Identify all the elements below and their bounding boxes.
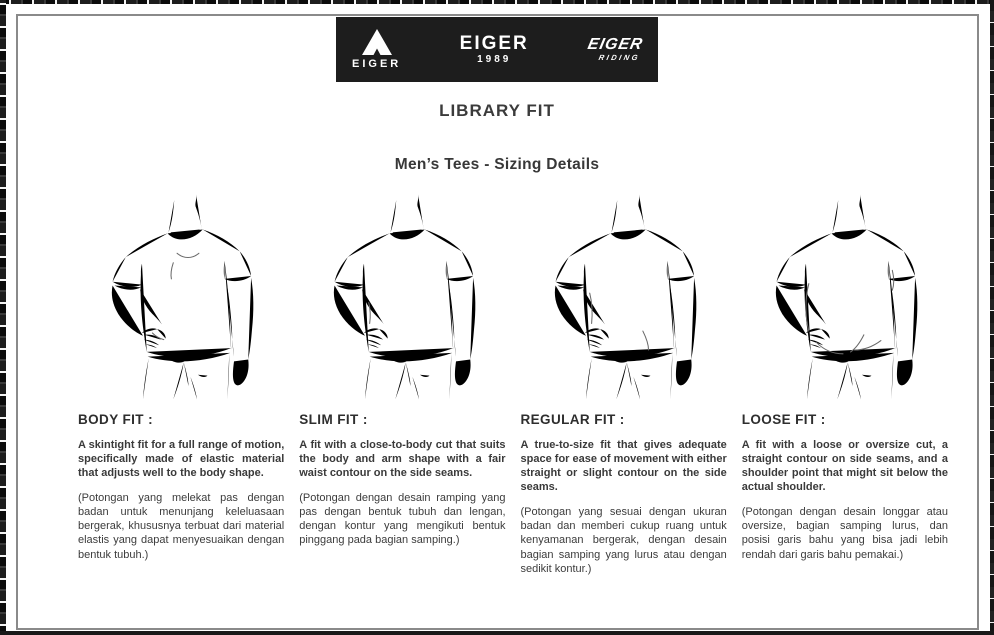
eiger-riding-logo	[585, 37, 645, 62]
fit-title: LOOSE FIT :	[741, 412, 826, 427]
fit-column-body	[78, 186, 284, 576]
eiger-1989-year: 1989	[477, 54, 512, 65]
fit-description-id: (Potongan dengan desain longgar atau oversize, bagian samping lurus, dan posisi garis bahu yang bisa jadi lebih rendah dari garis bahu pemakai.)	[741, 506, 948, 561]
fit-title: BODY FIT :	[78, 412, 154, 427]
fit-column-loose	[742, 186, 948, 576]
page-edge-right	[990, 0, 994, 635]
loose-fit-figure-illustration	[750, 186, 940, 404]
fit-description-id: (Potongan yang sesuai dengan ukuran badan dan memberi cukup ruang untuk kenyamanan bergerak, dengan desain bagian samping yang lurus atau dengan sedikit kontur.)	[520, 506, 727, 575]
eiger-1989-logo	[460, 34, 529, 65]
page-edge-top	[0, 0, 994, 4]
brand-logo-bar	[336, 17, 658, 82]
fit-description-en: A true-to-size fit that gives adequate space for ease of movement with either straight or slight contour on the side seams.	[520, 439, 727, 494]
fit-description-en: A skintight fit for a full range of motion, specifically made of elastic material that adjusts well to the body shape.	[78, 439, 285, 480]
page-edge-left	[0, 0, 6, 635]
page-subtitle: Men’s Tees - Sizing Details	[394, 156, 600, 173]
page-edge-bottom	[0, 631, 994, 635]
fit-description-id: (Potongan dengan desain ramping yang pas dengan bentuk tubuh dan lengan, dengan kontur yang mengikuti bentuk pinggang pada bagian samping.)	[299, 492, 506, 547]
fit-columns	[78, 186, 948, 576]
eiger-wordmark: EIGER	[352, 58, 402, 70]
fit-title: REGULAR FIT :	[520, 412, 625, 427]
eiger-mountain-icon	[359, 29, 395, 56]
eiger-riding-wordmark: EIGER	[586, 36, 645, 54]
regular-fit-figure-illustration	[529, 186, 719, 404]
eiger-mountain-logo	[352, 29, 401, 70]
fit-description-en: A fit with a close-to-body cut that suits the body and arm shape with a fair waist contour on the side seams.	[299, 439, 506, 480]
fit-description-id: (Potongan yang melekat pas dengan badan untuk menunjang keleluasaan bergerak, khususnya terbuat dari material elastis yang dapat menyesuaikan dengan bentuk tubuh.)	[78, 492, 285, 561]
body-fit-figure-illustration	[86, 186, 276, 404]
fit-title: SLIM FIT :	[299, 412, 368, 427]
eiger-1989-wordmark: EIGER	[459, 33, 529, 54]
page-title: LIBRARY FIT	[439, 101, 555, 120]
slim-fit-figure-illustration	[308, 186, 498, 404]
eiger-riding-sub: RIDING	[598, 53, 642, 63]
fit-column-slim	[299, 186, 505, 576]
fit-description-en: A fit with a loose or oversize cut, a straight contour on side seams, and a shoulder point that might sit below the actual shoulder.	[741, 439, 948, 494]
fit-column-regular	[521, 186, 727, 576]
